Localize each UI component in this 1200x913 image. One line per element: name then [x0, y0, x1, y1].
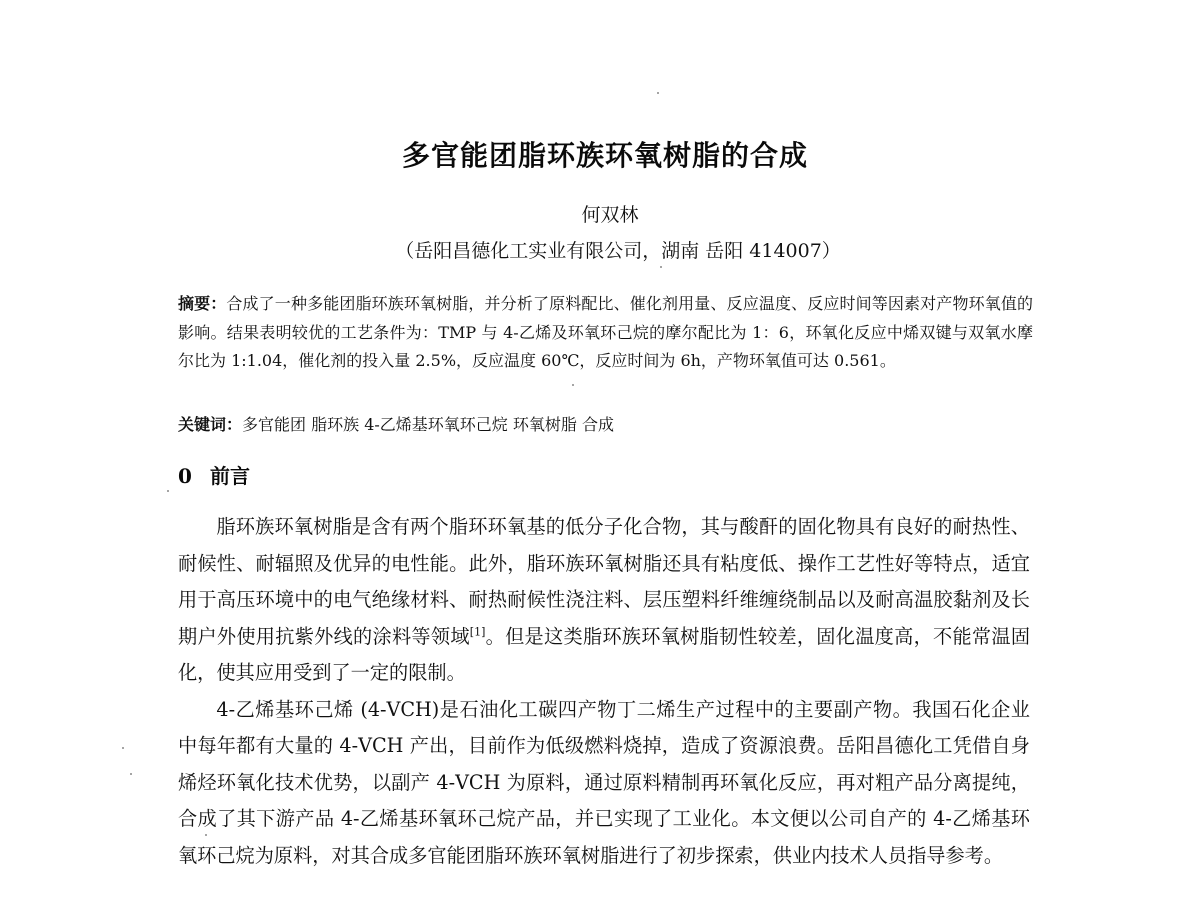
body-text — [178, 509, 1030, 874]
scan-speck — [660, 266, 662, 268]
section-title: 前言 — [210, 464, 250, 488]
keywords-text: 多官能团 脂环族 4-乙烯基环氧环己烷 环氧树脂 合成 — [242, 415, 614, 434]
scan-speck — [130, 773, 132, 775]
citation-ref: [1] — [469, 625, 486, 639]
scan-speck — [122, 747, 124, 749]
keywords-label: 关键词： — [178, 415, 243, 434]
abstract — [178, 290, 1033, 376]
section-heading — [178, 460, 250, 489]
paragraph-1 — [178, 509, 1030, 692]
keywords — [178, 411, 1033, 439]
paragraph-1-text: 脂环族环氧树脂是含有两个脂环环氧基的低分子化合物，其与酸酐的固化物具有良好的耐热性、耐候性、耐辐照及优异的电性能。此外，脂环族环氧树脂还具有粘度低、操作工艺性好等特点，适宜用于高压环境中的电气绝缘材料、耐热耐候性浇注料、层压塑料纤维缠绕制品以及耐高温胶黏剂及长期户外使用抗紫外线的涂料等领域 — [178, 515, 1030, 648]
scan-speck — [657, 92, 659, 94]
scan-speck — [572, 384, 574, 386]
paper-title: 多官能团脂环族环氧树脂的合成 — [401, 139, 808, 172]
abstract-label: 摘要： — [178, 294, 227, 313]
scan-speck — [167, 490, 169, 492]
author-name: 何双林 — [581, 204, 639, 226]
section-number: 0 — [178, 464, 192, 488]
abstract-text: 合成了一种多能团脂环族环氧树脂，并分析了原料配比、催化剂用量、反应温度、反应时间等因素对产物环氧值的影响。结果表明较优的工艺条件为：TMP 与 4-乙烯及环氧环己烷的摩尔配比为 1：6，环氧化反应中烯双键与双氧水摩尔比为 1:1.04，催化剂的投入量 2.5%，反应温度 60℃，反应时间为 6h，产物环氧值可达 0.561。 — [178, 294, 1033, 370]
paragraph-2: 4-乙烯基环己烯 (4-VCH)是石油化工碳四产物丁二烯生产过程中的主要副产物。我国石化企业中每年都有大量的 4-VCH 产出，目前作为低级燃料烧掉，造成了资源浪费。岳阳昌德化工凭借自身烯烃环氧化技术优势，以副产 4-VCH 为原料，通过原料精制再环氧化反应，再对粗产品分离提纯，合成了其下游产品 4-乙烯基环氧环己烷产品，并已实现了工业化。本文便以公司自产的 4-乙烯基环氧环己烷为原料，对其合成多官能团脂环族环氧树脂进行了初步探索，供业内技术人员指导参考。 — [178, 697, 1030, 867]
paragraph-1-text-cont: 。但是这类脂环族环氧树脂韧性较差，固化温度高，不能常温固化，使其应用受到了一定的限制。 — [178, 624, 1031, 684]
author-affiliation: （岳阳昌德化工实业有限公司，湖南 岳阳 414007） — [395, 240, 841, 262]
